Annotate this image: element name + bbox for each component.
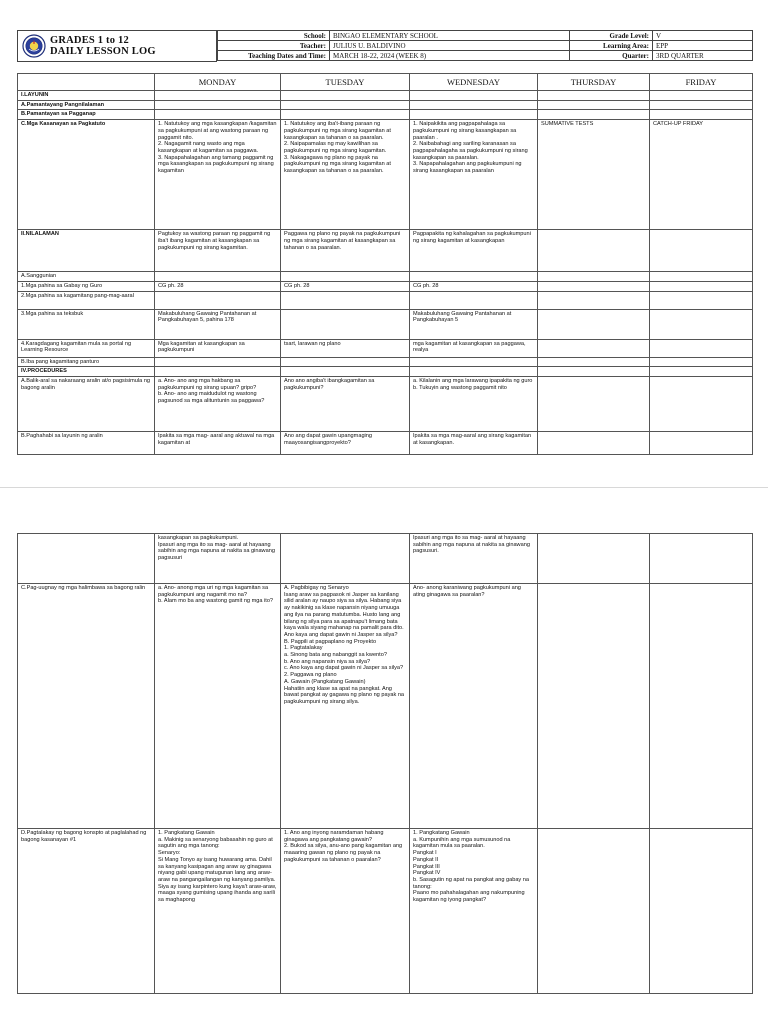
day-cell [538,281,650,291]
day-cell [650,367,753,377]
day-cell: 1. Pangkatang Gawain a. Makinig sa senaryong babasahin ng guro at sagutin ang mga tanong: Senaryo: Si Mang Tonyo ay isang huwarang ama. Dahil sa kanyang kasipagan ang araw ay ginagawa niyang gabi upang matugunan lang ang araw-araw na pangangailangan ng kanyang pamilya. Siya ay isang karpintero kung kaya't araw-araw, maaga syang gumising upang ihanda ang sarili sa maghapong [155,829,281,994]
teacher-label: Teacher: [218,41,330,51]
day-cell [281,367,410,377]
day-cell: 1. Naipakikita ang pagpapahalaga sa pagkukumpuni ng sirang kasangkapan sa paaralan . 2. Naibabahagi ang sariling karanasan sa pagpapahalagaha sa pagkukumpuni ng sirang kasangkapan sa paaralan. 3. Napapahalagahan ang pagkukumpuni ng sirang kasangkapan sa paaralan [410,120,538,230]
table-row [18,100,753,110]
day-cell: 1. Ano ang inyong naramdaman habang ginagawa ang pangkatang gawain? 2. Bukod sa silya, anu-ano pang kagamitan ang maaaring gawan ng plano ng payak na pagkukumpuni sa tahanan o paaralan? [281,829,410,994]
table-row [18,339,753,357]
day-cell [281,309,410,339]
day-cell [155,357,281,367]
day-cell [650,431,753,454]
table-row [18,110,753,120]
day-cell: CG ph. 28 [281,281,410,291]
day-cell [155,367,281,377]
day-cell [538,367,650,377]
day-cell [650,291,753,309]
row-label: 1.Mga pahina sa Gabay ng Guro [18,281,155,291]
table-row [18,120,753,230]
day-cell [538,584,650,829]
area-value: EPP [653,41,753,51]
day-cell: mga kagamitan at kasangkapan sa paggawa, realya [410,339,538,357]
day-cell [650,281,753,291]
day-cell [538,291,650,309]
row-label: II.NILALAMAN [18,230,155,272]
day-cell: 1. Pangkatang Gawain a. Kumpunihin ang mga sumusunod na kagamitan mula sa paaralan. Pangkat I Pangkat II Pangkat III Pangkat IV b. Sasagutin ng apat na pangkat ang gabay na tanong: Paano mo pahahalagahan ang nakumpuning kagamitan ng iyong pangkat? [410,829,538,994]
day-header-row [18,74,753,91]
day-cell [538,357,650,367]
day-cell [650,829,753,994]
day-cell [155,91,281,101]
day-cell: a. Ano- ano ang mga hakbang sa pagkukumpuni ng sirang upuan? gripo? b. Ano- ano ang maidudulot ng wastong pagsunod sa mga alituntunin sa paggawa? [155,376,281,431]
day-cell [281,110,410,120]
row-label: IV.PROCEDURES [18,367,155,377]
row-label: A.Sanggunian [18,272,155,282]
day-cell [650,357,753,367]
row-label: 3.Mga pahina sa teksbuk [18,309,155,339]
day-cell [410,100,538,110]
school-label: School: [218,31,330,41]
day-header: THURSDAY [538,74,650,91]
day-cell [650,534,753,584]
table-row [18,272,753,282]
row-label: B.Paghahabi sa layunin ng aralin [18,431,155,454]
day-cell: Ipasuri ang mga ito sa mag- aaral at hayaang sabihin ang mga napuna at nakita sa ginawang pagsusuri. [410,534,538,584]
table-row [18,431,753,454]
lesson-log-table-continued [17,533,753,994]
day-cell: a. Ano- anong mga uri ng mga kagamitan sa pagkukumpuni ang nagamit mo na? b. Alam mo ba ang wastong gamit ng mga ito? [155,584,281,829]
row-label [18,534,155,584]
day-cell [155,100,281,110]
day-cell: SUMMATIVE TESTS [538,120,650,230]
day-cell [650,272,753,282]
day-cell: kasangkapan sa pagkukumpuni. Ipasuri ang mga ito sa mag- aaral at hayaang sabihin ang mga napuna at nakita sa ginawang pagsusuri [155,534,281,584]
day-cell [281,100,410,110]
day-cell [650,91,753,101]
day-cell: Ano- anong karaniwang pagkukumpuni ang ating ginagawa sa paaralan? [410,584,538,829]
day-cell [281,534,410,584]
day-cell [281,291,410,309]
day-cell: Paggawa ng plano ng payak na pagkukumpuni ng mga sirang kagamitan at kasangkapan sa tahanan o sa paaralan. [281,230,410,272]
day-cell: 1. Natutukoy ang iba't-ibang paraan ng pagkukumpuni ng mga sirang kagamitan at kasangkapan sa tahanan o sa paaralan. 2. Naipapamalas ng may kawilihan sa pagkukumpuni ng mga sirang kagamitan. 3. Nakagagawa ng plano ng payak na pagkukumpuni ng mga sirang kagamitan at kasangkapan sa tahanan o sa paaralan. [281,120,410,230]
row-label: A.Balik-aral sa nakaraang aralin at/o pagsisimula ng bagong aralin [18,376,155,431]
teacher-value: JULIUS U. BALDIVINO [330,41,570,51]
row-label: B.Pamantayan sa Pagganap [18,110,155,120]
dll-title-line1: GRADES 1 to 12 [50,35,129,46]
corner-cell [18,74,155,91]
lesson-log-page-2 [0,487,768,1025]
row-label: B.Iba pang kagamitang panturo [18,357,155,367]
day-cell [155,110,281,120]
day-cell: 1. Natutukoy ang mga kasangkapan /kagamitan sa pagkukumpuni at ang wastong paraan ng paggamit nito. 2. Nagagamit nang wasto ang mga kasangkapan at kagamitan sa paggawa. 3. Napapahalagahan ang tamang paggamit ng mga kasangkapan sa pagkukumpuni ng sirang kagamitan [155,120,281,230]
day-cell: a. Kilalanin ang mga larawang ipapakita ng guro b. Tukuyin ang wastong paggamit nito [410,376,538,431]
day-cell: Pagtukoy sa wastong paraan ng paggamit ng iba't ibang kagamitan at kasangkapan sa pagkukumpuni ng sirang kagamitan. [155,230,281,272]
day-cell [281,357,410,367]
day-cell [538,272,650,282]
row-label: C.Pag-uugnay ng mga halimbawa sa bagong ralin [18,584,155,829]
day-header: TUESDAY [281,74,410,91]
day-cell [410,91,538,101]
day-cell [538,110,650,120]
day-cell [410,272,538,282]
day-cell [155,291,281,309]
table-row [18,829,753,994]
quarter-value: 3RD QUARTER [653,51,753,61]
row-label: I.LAYUNIN [18,91,155,101]
day-cell [538,91,650,101]
lesson-log-table [17,73,753,455]
day-header: FRIDAY [650,74,753,91]
day-cell [538,309,650,339]
day-cell [538,431,650,454]
day-cell [650,110,753,120]
day-cell [650,339,753,357]
dates-value: MARCH 18-22, 2024 (WEEK 8) [330,51,570,61]
table-row [18,367,753,377]
table-row [18,584,753,829]
row-label: C.Mga Kasanayan sa Pagkatuto [18,120,155,230]
dll-title-line2: DAILY LESSON LOG [50,46,156,57]
day-cell [538,339,650,357]
table-row [18,357,753,367]
day-header: MONDAY [155,74,281,91]
table-row [18,291,753,309]
day-cell [650,584,753,829]
day-cell [281,272,410,282]
day-cell: CG ph. 28 [410,281,538,291]
lesson-info-table [217,30,753,61]
dll-title-box [17,30,217,62]
lesson-log-page-1 [0,0,768,487]
day-cell [410,291,538,309]
table-row [18,281,753,291]
day-cell [538,829,650,994]
day-cell [155,272,281,282]
day-cell [410,357,538,367]
day-cell: Ipakita sa mga mag-aaral ang sirang kagamitan at kasangkapan. [410,431,538,454]
day-cell: Ipakita sa mga mag- aaral ang aktuwal na mga kagamitan at [155,431,281,454]
area-label: Learning Area: [570,41,653,51]
school-value: BINGAO ELEMENTARY SCHOOL [330,31,570,41]
day-cell: Pagpapakita ng kahalagahan sa pagkukumpuni ng sirang kagamitan at kasangkapan [410,230,538,272]
day-cell [650,309,753,339]
day-cell [538,100,650,110]
quarter-label: Quarter: [570,51,653,61]
table-row [18,309,753,339]
day-cell: Ano ano angiba't ibangkagamitan sa pagkukumpuni? [281,376,410,431]
day-cell [410,367,538,377]
row-label: 4.Karagdagang kagamitan mula sa portal ng Learning Resource [18,339,155,357]
day-cell: Ano ang dapat gawin upangmaging maayosangisangproyekto? [281,431,410,454]
grade-label: Grade Level: [570,31,653,41]
deped-seal-icon [22,34,46,58]
day-cell [538,376,650,431]
table-row [18,534,753,584]
day-cell: tsart, larawan ng plano [281,339,410,357]
row-label: 2.Mga pahina sa kagamitang pang-mag-aaral [18,291,155,309]
day-cell [650,230,753,272]
row-label: D.Pagtalakay ng bagong konspto at paglalahad ng bagong kasanayan #1 [18,829,155,994]
day-cell [410,110,538,120]
day-cell [650,376,753,431]
table-row [18,376,753,431]
day-cell: Mga kagamitan at kasangkapan sa pagkukumpuni [155,339,281,357]
table-row [18,230,753,272]
grade-value: V [653,31,753,41]
day-cell: Makabuluhang Gawaing Pantahanan at Pangkabuhayan 5 [410,309,538,339]
day-cell [281,91,410,101]
table-row [18,91,753,101]
day-cell [650,100,753,110]
dates-label: Teaching Dates and Time: [218,51,330,61]
day-cell: Makabuluhang Gawaing Pantahanan at Pangkabuhayan 5, pahina 178 [155,309,281,339]
day-cell [538,534,650,584]
day-cell [538,230,650,272]
day-cell: CG ph. 28 [155,281,281,291]
row-label: A.Pamantayang Pangnilalaman [18,100,155,110]
day-cell: CATCH-UP FRIDAY [650,120,753,230]
day-cell: A. Pagbibigay ng Senaryo Isang araw sa pagpasok ni Jasper sa kanilang silid aralan ay naupo siya sa silya. Habang siya ay nakikinig sa klase napansin niyang umuuga ang ilya na parang matutumba. Husto lang ang bilang ng silya para sa apatnapu't limang bata kaya wala siyang mahanap na pamalit para dito. Ano kaya ang dapat gawin ni Jasper sa silya? B. Pagpili at pagpaplano ng Proyekto 1. Pagtatalakay a. Sinong bata ang nabanggit sa kwento? b. Ano ang napansin niya sa silya? c. Ano kaya ang dapat gawin ni Jasper sa silya? 2. Paggawa ng plano A. Gawain (Pangkatang Gawain) Hahatiin ang klase sa apat na pangkat. Ang bawat pangkat ay gagawa ng plano ng payak na pagkukumpuni ng sirang silya. [281,584,410,829]
day-header: WEDNESDAY [410,74,538,91]
